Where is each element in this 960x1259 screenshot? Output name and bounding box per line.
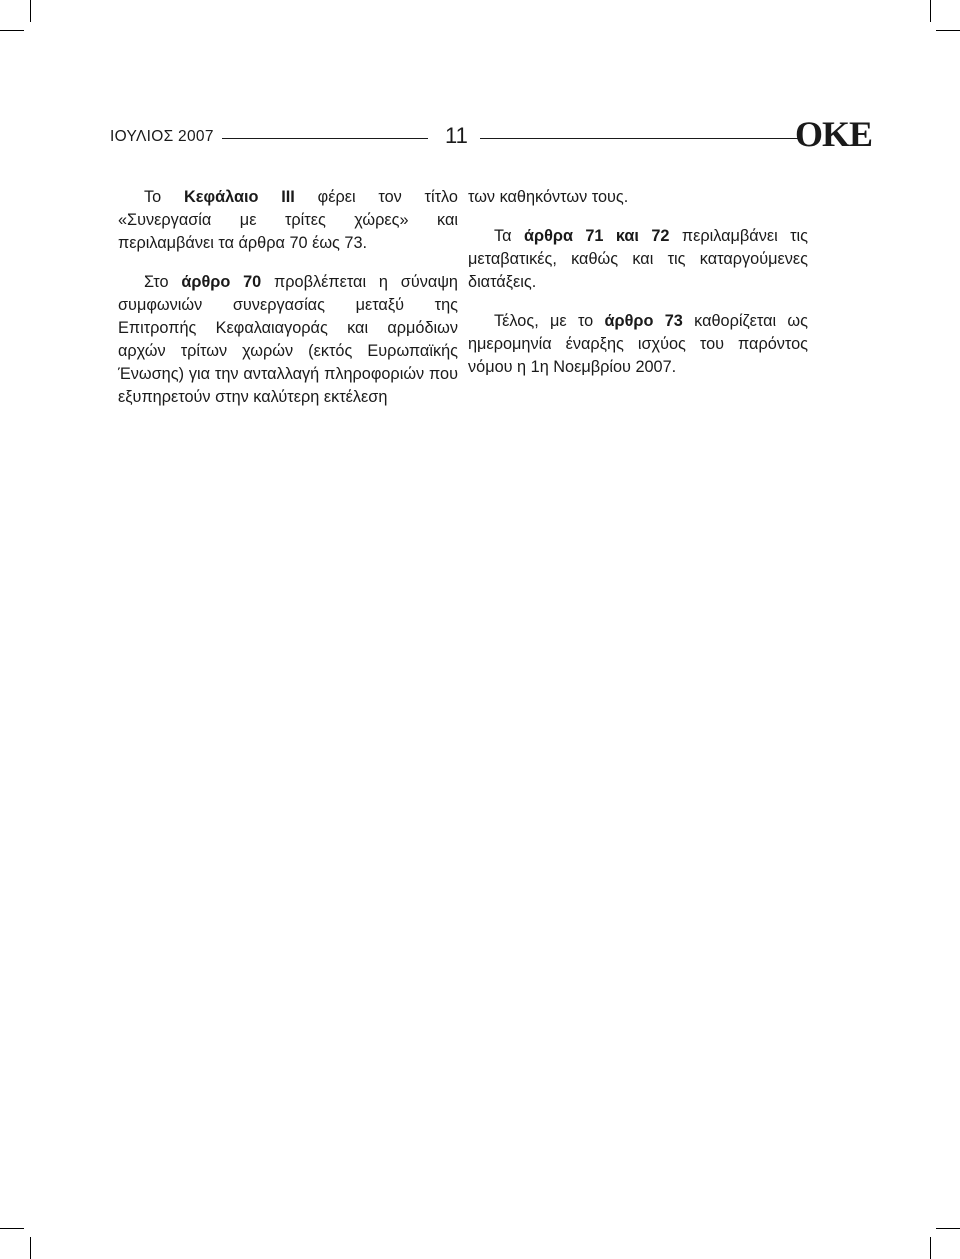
text-run: Τα	[494, 227, 524, 245]
paragraph-chapter-3	[118, 186, 458, 255]
text-run: προβλέπεται η σύναψη συμφωνιών συνεργασίας μεταξύ της Επιτροπής Κεφαλαιαγοράς και αρμόδιων αρχών τρίτων χωρών (εκτός Ευρωπαϊκής Ένωσης) για την ανταλλαγή πληροφοριών που εξυπηρετούν στην καλύτερη εκτέλεση	[118, 273, 458, 406]
text-run: Τέλος, με το	[494, 312, 605, 330]
paragraph-articles-71-72	[468, 225, 808, 294]
text-run: καθορίζεται ως ημερομηνία έναρξης ισχύος του παρόντος νόμου η 1η Νοεμβρίου 2007.	[468, 312, 808, 376]
right-column	[468, 186, 808, 395]
header-rule-right	[480, 138, 798, 139]
crop-mark-bottom-right	[930, 1237, 931, 1259]
crop-mark-top-right-h	[936, 30, 960, 31]
crop-mark-top-left	[30, 0, 31, 22]
bold-term: άρθρο 73	[604, 312, 683, 330]
paragraph-continuation: των καθηκόντων τους.	[468, 188, 629, 206]
header-rule-left	[222, 138, 428, 139]
bold-term: άρθρο 70	[181, 273, 262, 291]
crop-mark-top-right	[930, 0, 931, 22]
text-run: φέρει τον τίτλο «Συνεργασία με τρίτες χώρες» και περιλαμβάνει τα άρθρα 70 έως 73.	[118, 188, 458, 252]
text-run: Το	[144, 188, 184, 206]
page-number: 11	[445, 123, 468, 148]
bold-term: άρθρα 71 και 72	[523, 227, 670, 245]
bold-term: Κεφάλαιο ΙΙΙ	[184, 188, 295, 206]
text-run: περιλαμβάνει τις μεταβατικές, καθώς και τις καταργούμενες διατάξεις.	[468, 227, 809, 291]
paragraph-article-73	[468, 310, 808, 379]
crop-mark-bottom-right-h	[936, 1228, 960, 1229]
running-header	[110, 114, 872, 158]
text-run: Στο	[144, 273, 182, 291]
left-column	[118, 186, 458, 425]
crop-mark-bottom-left-h	[0, 1228, 24, 1229]
paragraph-article-70	[118, 271, 458, 409]
oke-logo: ΟΚΕ	[794, 114, 872, 154]
header-date: ΙΟΥΛΙΟΣ 2007	[110, 128, 214, 145]
crop-mark-bottom-left	[30, 1237, 31, 1259]
crop-mark-top-left-h	[0, 30, 24, 31]
